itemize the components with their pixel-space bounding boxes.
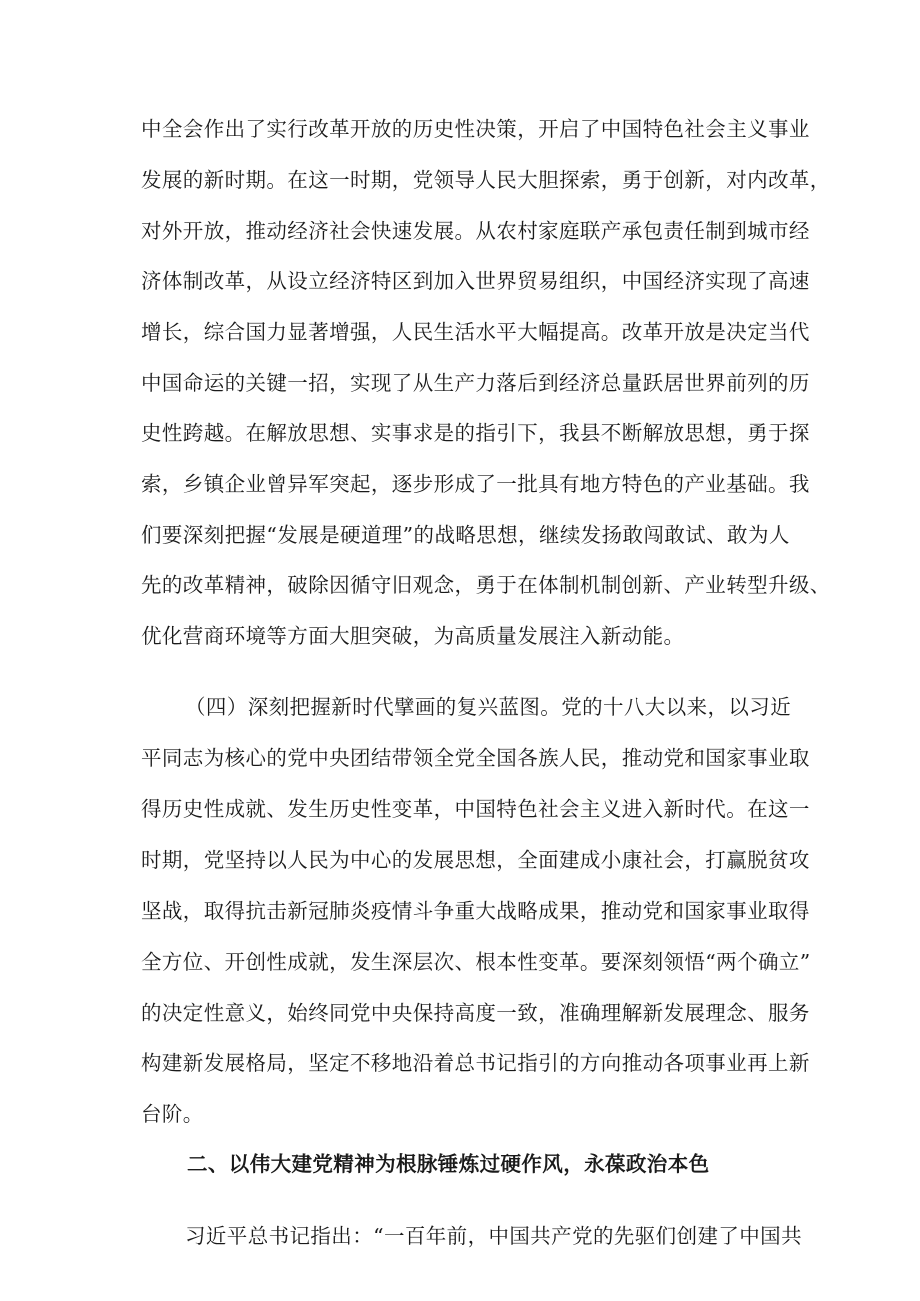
paragraph-2-line: 得历史性成就、发生历史性变革，中国特色社会主义进入新时代。在这一 — [141, 797, 810, 821]
paragraph-2-line: 平同志为核心的党中央团结带领全党全国各族人民，推动党和国家事业取 — [141, 746, 810, 770]
paragraph-1-line: 增长，综合国力显著增强，人民生活水平大幅提高。改革开放是决定当代 — [141, 320, 810, 344]
paragraph-2-line: （四）深刻把握新时代擘画的复兴蓝图。党的十八大以来，以习近 — [185, 695, 792, 719]
paragraph-3-line: 习近平总书记指出：“一百年前，中国共产党的先驱们创建了中国共 — [185, 1224, 802, 1248]
paragraph-1-line: 中国命运的关键一招，实现了从生产力落后到经济总量跃居世界前列的历 — [141, 371, 810, 395]
paragraph-2-line: 的决定性意义，始终同党中央保持高度一致，准确理解新发展理念、服务 — [141, 1001, 810, 1025]
paragraph-2-line: 时期，党坚持以人民为中心的发展思想，全面建成小康社会，打赢脱贫攻 — [141, 848, 810, 872]
paragraph-1-line: 先的改革精神，破除因循守旧观念，勇于在体制机制创新、产业转型升级、 — [141, 573, 831, 597]
section-heading: 二、以伟大建党精神为根脉锤炼过硬作风，永葆政治本色 — [187, 1152, 710, 1176]
paragraph-2-line: 台阶。 — [141, 1102, 204, 1126]
paragraph-2-line: 构建新发展格局，坚定不移地沿着总书记指引的方向推动各项事业再上新 — [141, 1051, 810, 1075]
paragraph-1-line: 对外开放，推动经济社会快速发展。从农村家庭联产承包责任制到城市经 — [141, 219, 810, 243]
paragraph-1-line: 济体制改革，从设立经济特区到加入世界贸易组织，中国经济实现了高速 — [141, 269, 810, 293]
paragraph-1-line: 发展的新时期。在这一时期，党领导人民大胆探索，勇于创新，对内改革， — [141, 168, 831, 192]
paragraph-1-line: 们要深刻把握“发展是硬道理”的战略思想，继续发扬敢闯敢试、敢为人 — [141, 523, 790, 547]
paragraph-1-line: 优化营商环境等方面大胆突破，为高质量发展注入新动能。 — [141, 624, 685, 648]
paragraph-1-line: 史性跨越。在解放思想、实事求是的指引下，我县不断解放思想，勇于探 — [141, 421, 810, 445]
paragraph-2-line: 全方位、开创性成就，发生深层次、根本性变革。要深刻领悟“两个确立” — [141, 950, 811, 974]
paragraph-1-line: 中全会作出了实行改革开放的历史性决策，开启了中国特色社会主义事业 — [141, 117, 810, 141]
paragraph-2-line: 坚战，取得抗击新冠肺炎疫情斗争重大战略成果，推动党和国家事业取得 — [141, 899, 810, 923]
paragraph-1-line: 索，乡镇企业曾异军突起，逐步形成了一批具有地方特色的产业基础。我 — [141, 472, 810, 496]
